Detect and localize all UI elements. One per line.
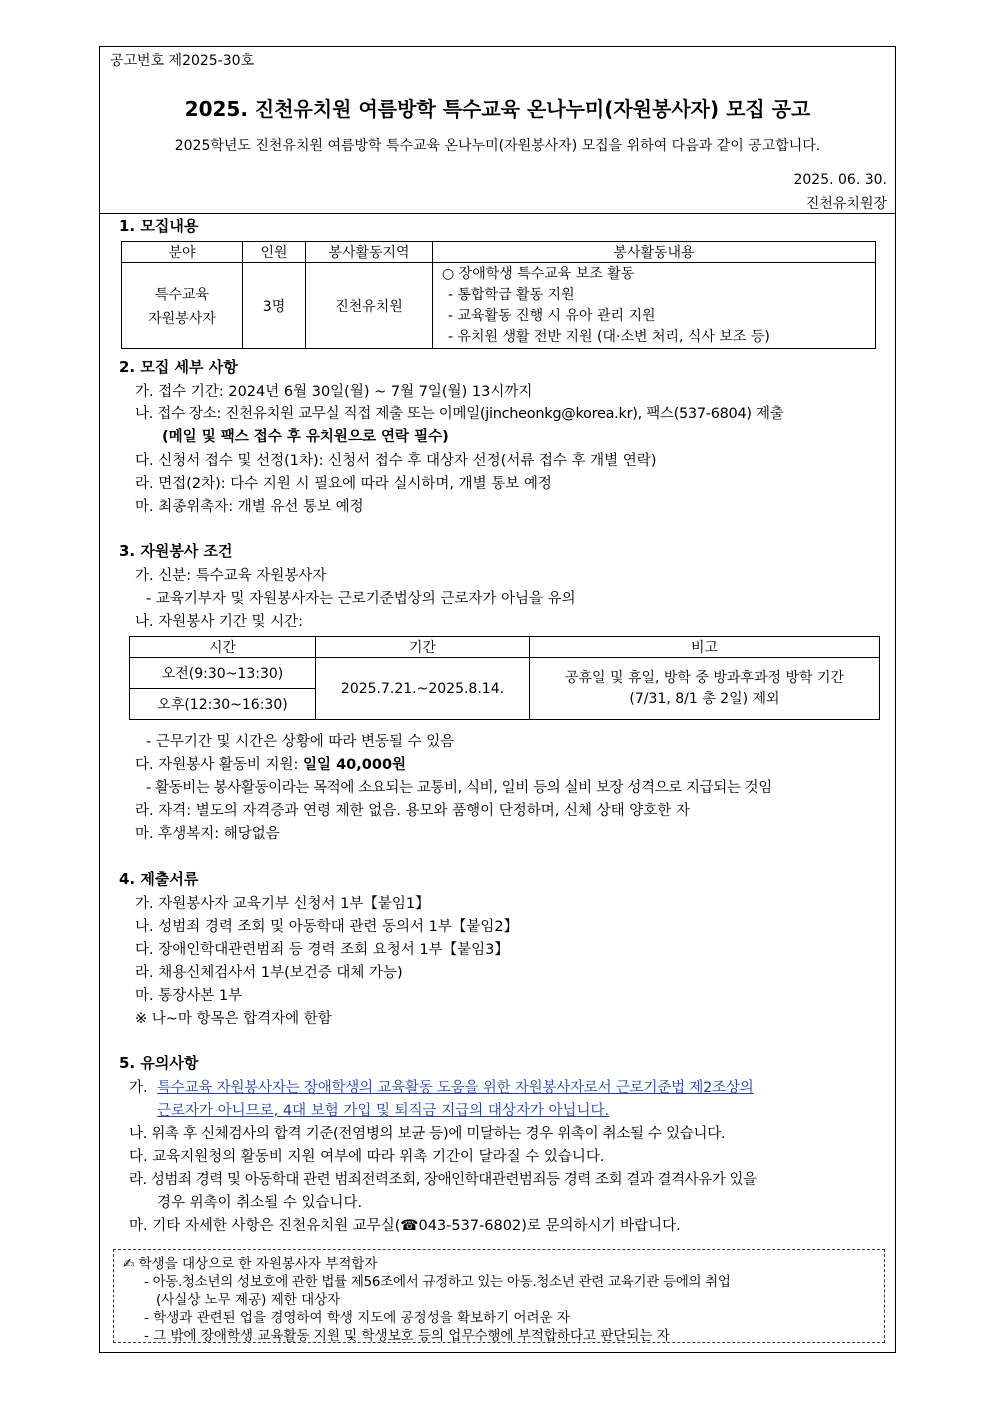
section-3-title: 3. 자원봉사 조건: [119, 542, 233, 560]
col-header-contents: 봉사활동내용: [433, 242, 876, 263]
notice-number: 공고번호 제2025-30호: [110, 53, 255, 69]
notice-date: 2025. 06. 30.: [793, 172, 887, 188]
s3-line: 나. 자원봉사 기간 및 시간:: [135, 614, 304, 630]
col-header-time: 시간: [130, 637, 316, 658]
notice-title: 2025. 진천유치원 여름방학 특수교육 온나누미(자원봉사자) 모집 공고: [184, 97, 811, 121]
box-item: - 학생과 관련된 업을 경영하여 학생 지도에 공정성을 확보하기 어려운 자: [144, 1310, 570, 1326]
s4-line: 마. 통장사본 1부: [135, 988, 243, 1004]
notice-issuer: 진천유치원장: [805, 196, 887, 212]
notice-header: [100, 47, 895, 214]
s5-line: 마. 기타 자세한 사항은 진천유치원 교무실(☎043-537-6802)로 문의하시기 바랍니다.: [129, 1218, 681, 1234]
s5-line: 라. 성범죄 경력 및 아동학대 관련 범죄전력조회, 장애인학대관련범죄등 경력 조회 결과 결격사유가 있을: [129, 1172, 757, 1188]
cell-pm: 오후(12:30~16:30): [130, 689, 316, 720]
contents-item: ○ 장애학생 특수교육 보조 활동: [442, 265, 635, 282]
cell-area: 진천유치원: [306, 263, 433, 349]
s5-highlight-line: 특수교육 자원봉사자는 장애학생의 교육활동 도움을 위한 자원봉사자로서 근로기준법 제2조상의: [157, 1080, 754, 1096]
box-item: - 아동.청소년의 성보호에 관한 법률 제56조에서 규정하고 있는 아동.청소년 관련 교육기관 등에의 취업: [144, 1274, 731, 1290]
s3-line-pay: [135, 753, 406, 774]
s3-line: 가. 신분: 특수교육 자원봉사자: [135, 568, 327, 584]
col-header-period: 기간: [316, 637, 530, 658]
cell-count: 3명: [243, 263, 306, 349]
col-header-field: 분야: [122, 242, 243, 263]
box-item: (사실상 노무 제공) 제한 대상자: [156, 1292, 341, 1308]
s3-line: - 교육기부자 및 자원봉사자는 근로기준법상의 근로자가 아님을 유의: [146, 591, 576, 607]
s2-line: 가. 접수 기간: 2024년 6월 30일(월) ~ 7월 7일(월) 13시까지: [135, 384, 533, 400]
notice-intro: 2025학년도 진천유치원 여름방학 특수교육 온나누미(자원봉사자) 모집을 위하여 다음과 같이 공고합니다.: [174, 138, 821, 154]
field-line-2: 자원봉사자: [148, 310, 216, 327]
section-5-title: 5. 유의사항: [119, 1054, 199, 1072]
section-2-title: 2. 모집 세부 사항: [119, 358, 238, 376]
note-line-2: (7/31, 8/1 총 2일) 제외: [629, 690, 780, 707]
note-line-1: 공휴일 및 휴일, 방학 중 방과후과정 방학 기간: [564, 669, 845, 686]
cell-note: [530, 658, 880, 720]
s2-line: 다. 신청서 접수 및 선정(1차): 신청서 접수 후 대상자 선정(서류 접수 후 개별 연락): [135, 453, 657, 469]
s4-line: 나. 성범죄 경력 조회 및 아동학대 관련 동의서 1부【붙임2】: [135, 919, 519, 935]
s5-highlight-line: 근로자가 아니므로, 4대 보험 가입 및 퇴직금 지급의 대상자가 아닙니다.: [157, 1103, 610, 1119]
section-1-title: 1. 모집내용: [119, 217, 199, 235]
recruit-table: [121, 241, 876, 349]
s2-line: 마. 최종위촉자: 개별 유선 통보 예정: [135, 499, 364, 515]
s3-line: - 근무기간 및 시간은 상황에 따라 변동될 수 있음: [146, 734, 455, 750]
s4-line: 가. 자원봉사자 교육기부 신청서 1부【붙임1】: [135, 896, 430, 912]
box-item: - 그 밖에 장애학생 교육활동 지원 및 학생보호 등의 업무수행에 부적합하다고 판단되는 자: [144, 1328, 670, 1344]
s5-line: 나. 위촉 후 신체검사의 합격 기준(전염병의 보균 등)에 미달하는 경우 위촉이 취소될 수 있습니다.: [129, 1126, 726, 1142]
col-header-note: 비고: [530, 637, 880, 658]
s4-line: 다. 장애인학대관련범죄 등 경력 조회 요청서 1부【붙임3】: [135, 942, 509, 958]
notice-frame: [99, 46, 896, 1353]
s3-line: 마. 후생복지: 해당없음: [135, 826, 280, 842]
col-header-count: 인원: [243, 242, 306, 263]
cell-field: [122, 263, 243, 349]
section-4-title: 4. 제출서류: [119, 870, 199, 888]
s4-line: 라. 채용신체검사서 1부(보건증 대체 가능): [135, 965, 403, 981]
contents-item: - 통합학급 활동 지원: [448, 286, 575, 303]
cell-period: 2025.7.21.~2025.8.14.: [316, 658, 530, 720]
s5-line: 경우 위촉이 취소될 수 있습니다.: [157, 1195, 363, 1211]
s5-mark: 가.: [129, 1080, 148, 1096]
s5-line: 다. 교육지원청의 활동비 지원 여부에 따라 위촉 기간이 달라질 수 있습니다.: [129, 1149, 605, 1165]
cell-contents: [433, 263, 876, 349]
s3-line: 라. 자격: 별도의 자격증과 연령 제한 없음. 용모와 품행이 단정하며, 신체 상태 양호한 자: [135, 803, 690, 819]
s2-line-bold: (메일 및 팩스 접수 후 유치원으로 연락 필수): [162, 429, 449, 445]
s2-line: 나. 접수 장소: 진천유치원 교무실 직접 제출 또는 이메일(jincheonkg@korea.kr), 팩스(537-6804) 제출: [135, 406, 784, 422]
s4-line: ※ 나~마 항목은 합격자에 한함: [135, 1011, 332, 1027]
contents-item: - 교육활동 진행 시 유아 관리 지원: [448, 307, 656, 324]
s3-line: - 활동비는 봉사활동이라는 목적에 소요되는 교통비, 식비, 일비 등의 실비 보장 성격으로 지급되는 것임: [146, 780, 772, 796]
s2-line: 라. 면접(2차): 다수 지원 시 필요에 따라 실시하며, 개별 통보 예정: [135, 476, 552, 492]
box-heading: ✍ 학생을 대상으로 한 자원봉사자 부적합자: [123, 1256, 378, 1272]
pay-amount: 일일 40,000원: [303, 757, 407, 773]
contents-item: - 유치원 생활 전반 지원 (대·소변 처리, 식사 보조 등): [448, 328, 770, 345]
cell-am: 오전(9:30~13:30): [130, 658, 316, 689]
schedule-table: [129, 636, 880, 720]
ineligible-box: [113, 1249, 885, 1343]
pay-label: 다. 자원봉사 활동비 지원:: [135, 757, 304, 773]
field-line-1: 특수교육: [154, 286, 210, 303]
col-header-area: 봉사활동지역: [306, 242, 433, 263]
